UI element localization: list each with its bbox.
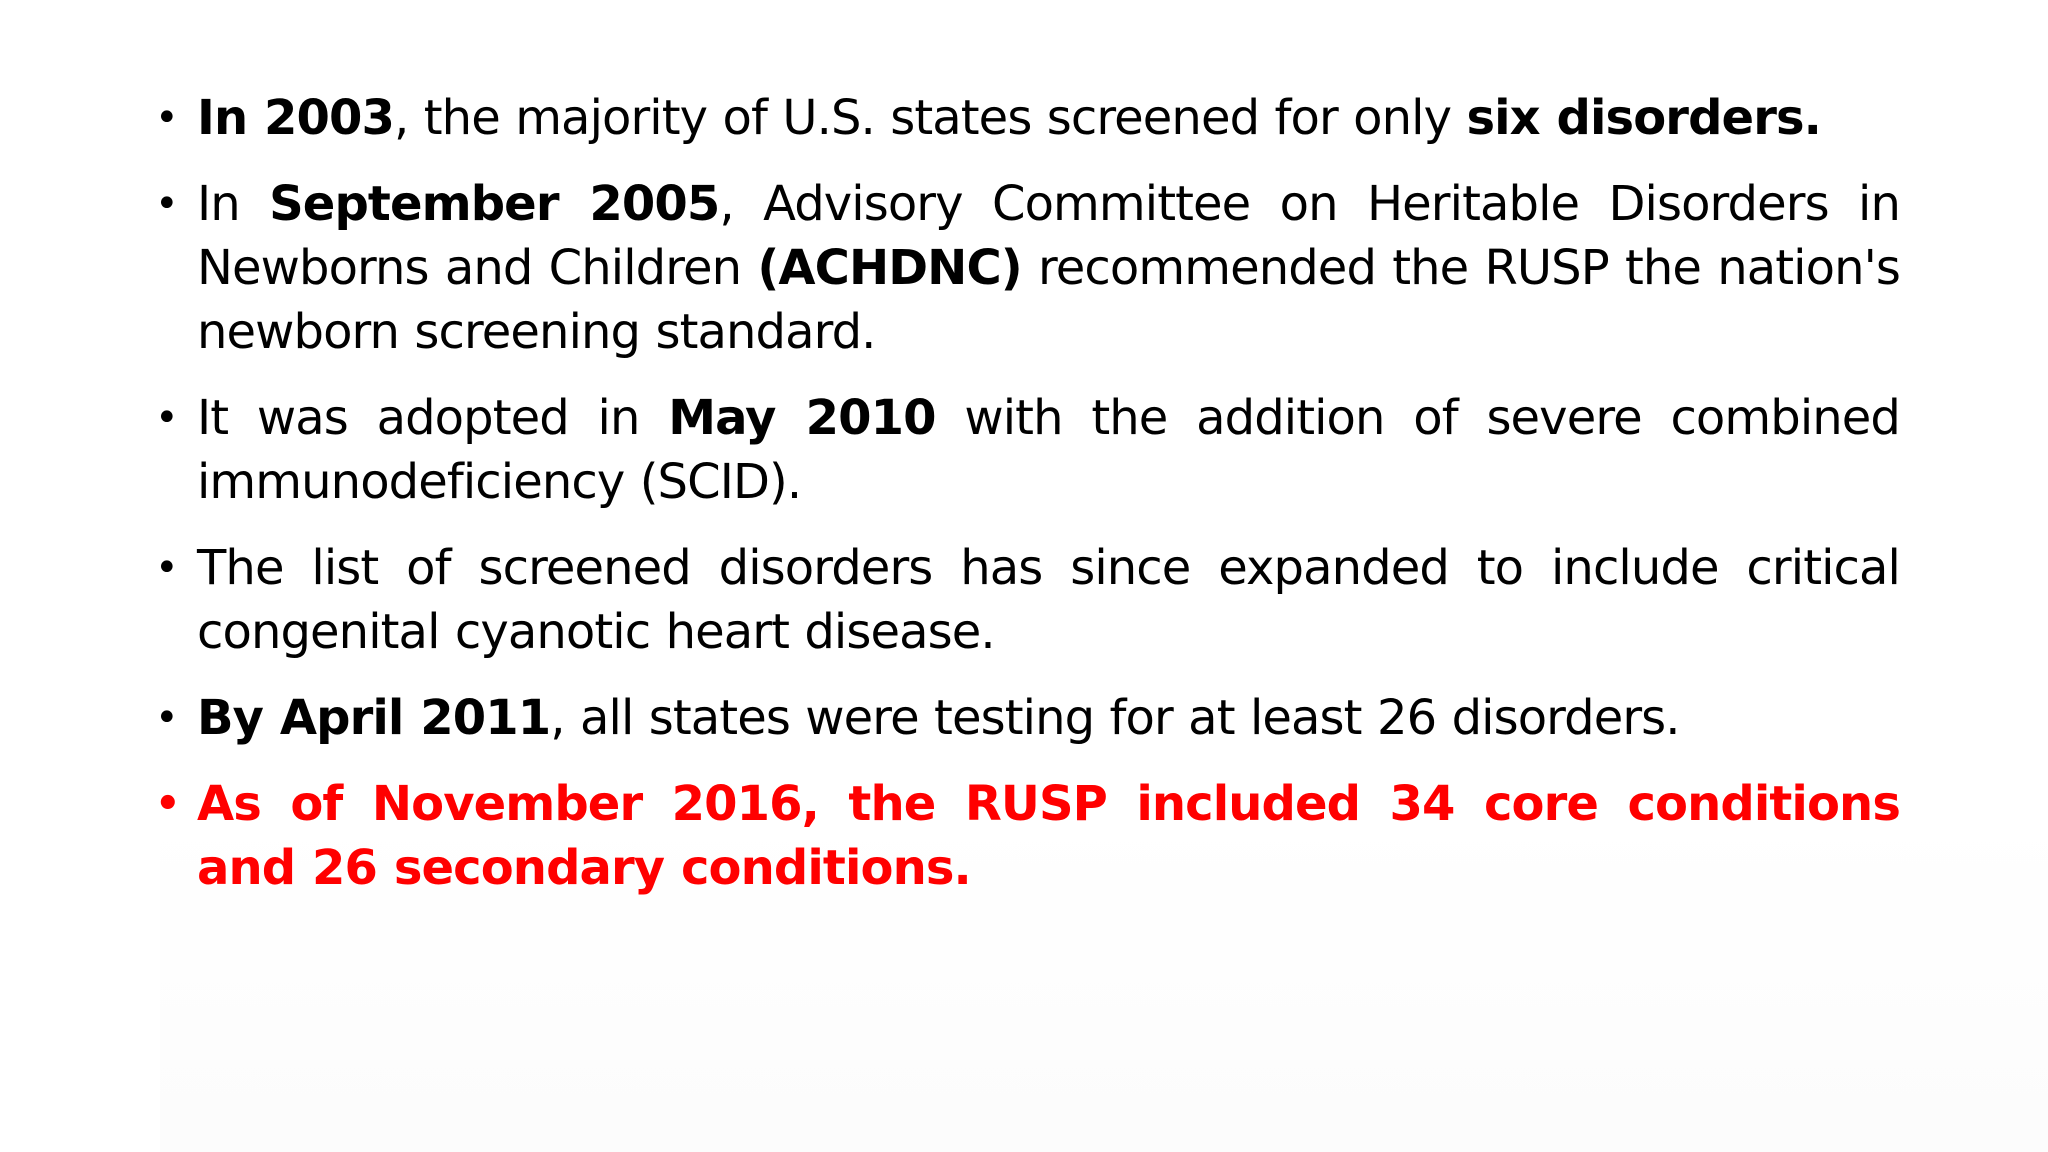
bullet-list — [155, 86, 1900, 922]
bullet-text: , the majority of U.S. states screened for only — [394, 90, 1467, 146]
bullet-text-highlight: As of November 2016, the RUSP included 34 core conditions and 26 secondary conditions. — [197, 776, 1900, 896]
bullet-text-bold: In 2003 — [197, 90, 395, 146]
bullet-text-bold: By April 2011 — [197, 690, 551, 746]
bullet-item-2003 — [155, 86, 1900, 150]
bullet-icon: • — [155, 781, 180, 827]
bullet-item-2005 — [155, 172, 1900, 364]
bullet-text: , Advisory Committee on Heritable Disorders in Newborns and Children — [197, 176, 1900, 296]
bullet-text: The list of screened disorders has since expanded to include critical congenital cyanotic heart disease. — [197, 540, 1900, 660]
bullet-text: with the addition of severe combined immunodeficiency (SCID). — [197, 390, 1900, 510]
bullet-item-expansion — [155, 536, 1900, 664]
bullet-text: , all states were testing for at least 26 disorders. — [550, 690, 1680, 746]
bullet-text: In — [197, 176, 270, 232]
bullet-text-bold: (ACHDNC) — [757, 240, 1022, 296]
bullet-item-2010 — [155, 386, 1900, 514]
bullet-icon: • — [155, 95, 178, 141]
bullet-icon: • — [155, 545, 178, 591]
bullet-text: recommended the RUSP the nation's newborn screening standard. — [197, 240, 1900, 360]
bullet-text: It was adopted in — [197, 390, 669, 446]
bullet-text-bold: six disorders. — [1466, 90, 1821, 146]
bullet-icon: • — [155, 695, 178, 741]
bullet-item-2011 — [155, 686, 1900, 750]
bullet-item-2016-highlight — [155, 772, 1900, 900]
bullet-icon: • — [155, 395, 178, 441]
bullet-icon: • — [155, 181, 178, 227]
bullet-text-bold: May 2010 — [668, 390, 936, 446]
bullet-text-bold: September 2005 — [269, 176, 720, 232]
